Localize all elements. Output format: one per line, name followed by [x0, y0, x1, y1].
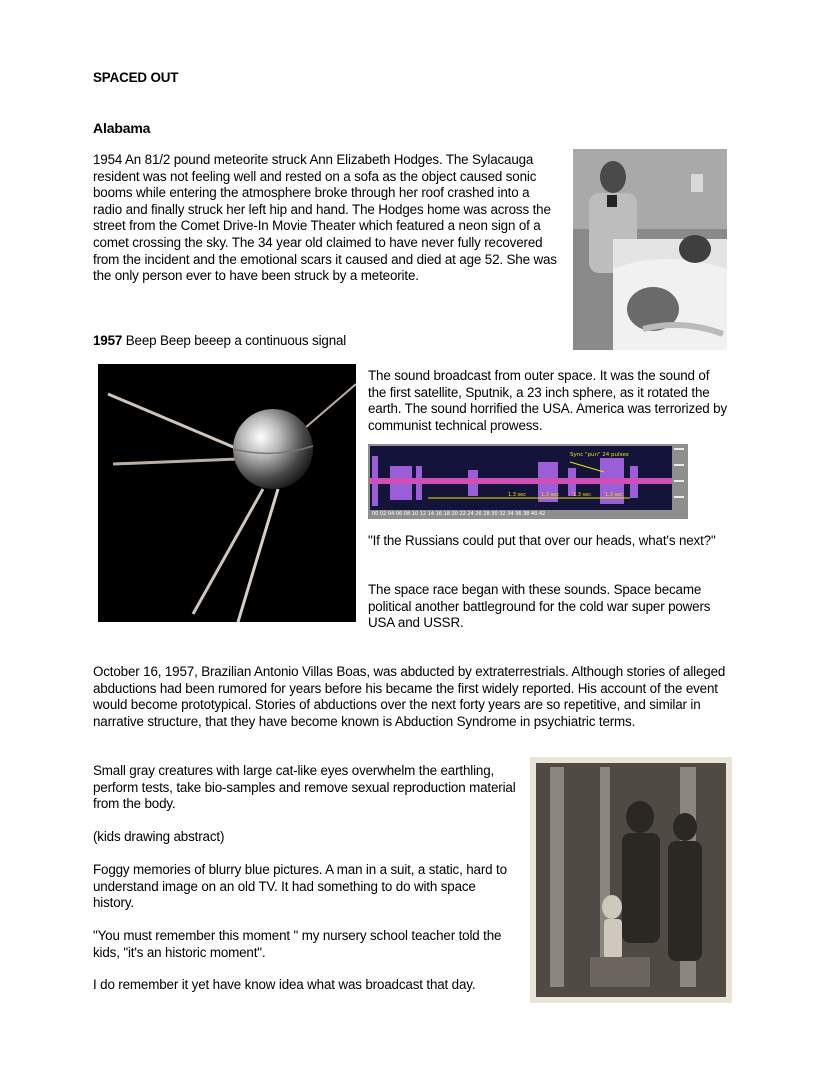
gray-creatures-paragraph: Small gray creatures with large cat-like eyes overwhelm the earthling, perform tests, take bio-samples and remove sexual reproduction material from the body. [93, 763, 516, 812]
svg-text:00 02 04 06 08 10 12 14 16 18: 00 02 04 06 08 10 12 14 16 18 20 22 24 26 28 30 32 34 36 38 40 42 [372, 511, 546, 517]
spectrogram-interval-1: 1.3 sec [508, 492, 526, 498]
russians-quote: "If the Russians could put that over our heads, what's next?" [368, 533, 716, 548]
teacher-quote-paragraph: "You must remember this moment " my nursery school teacher told the kids, "it's an historic moment". [93, 928, 502, 960]
foggy-memories-paragraph: Foggy memories of blurry blue pictures. A man in a suit, a static, hard to understand image on an old TV. It had something to do with space history. [93, 862, 507, 911]
page-title: SPACED OUT [93, 70, 179, 85]
space-race-paragraph: The space race began with these sounds. Space became political another battleground for the cold war super powers USA and USSR. [368, 582, 711, 631]
sputnik-paragraph: The sound broadcast from outer space. It was the sound of the first satellite, Sputnik, a 23 inch sphere, as it rotated the earth. The sound horrified the USA. America was terrorized by communist technical prowess. [368, 368, 728, 433]
spectrogram-interval-4: 1.3 sec [605, 492, 623, 498]
hodges-photo [573, 149, 727, 350]
sputnik-spectrogram [368, 444, 688, 519]
sputnik-heading [93, 333, 346, 350]
sputnik-year: 1957 [93, 333, 123, 348]
sputnik-heading-text: Beep Beep beeep a continuous signal [122, 333, 347, 348]
remember-paragraph: I do remember it yet have know idea what was broadcast that day. [93, 977, 476, 992]
kids-drawing-caption: (kids drawing abstract) [93, 829, 225, 844]
abduction-paragraph: October 16, 1957, Brazilian Antonio Villas Boas, was abducted by extraterrestrials. Although stories of alleged abductions had been rumored for years before his became the first widely reported. His account of the event would become prototypical. Stories of abductions over the next forty years are so repetitive, and similar in narrative structure, that they have become known is Abduction Syndrome in psychiatric terms. [93, 664, 726, 729]
meteorite-paragraph: 1954 An 81/2 pound meteorite struck Ann Elizabeth Hodges. The Sylacauga resident was not feeling well and rested on a sofa as the object caused sonic booms while entering the atmosphere broke through her roof crashed into a radio and finally struck her left hip and hand. The Hodges home was across the street from the Comet Drive-In Movie Theater which featured a neon sign of a comet crossing the sky. The 34 year old claimed to have never fully recovered from the incident and the emotional scars it caused and died at age 52. She was the only person ever to have been struck by a meteorite. [93, 152, 557, 284]
abduction-photo [530, 757, 732, 1003]
section-heading-alabama: Alabama [93, 120, 151, 136]
sputnik-photo [98, 364, 356, 622]
spectrogram-sync-label: Sync "pun" 24 pulses [570, 452, 629, 458]
spectrogram-interval-2: 1.3 sec [541, 492, 559, 498]
spectrogram-interval-3: 1.3 sec [573, 492, 591, 498]
